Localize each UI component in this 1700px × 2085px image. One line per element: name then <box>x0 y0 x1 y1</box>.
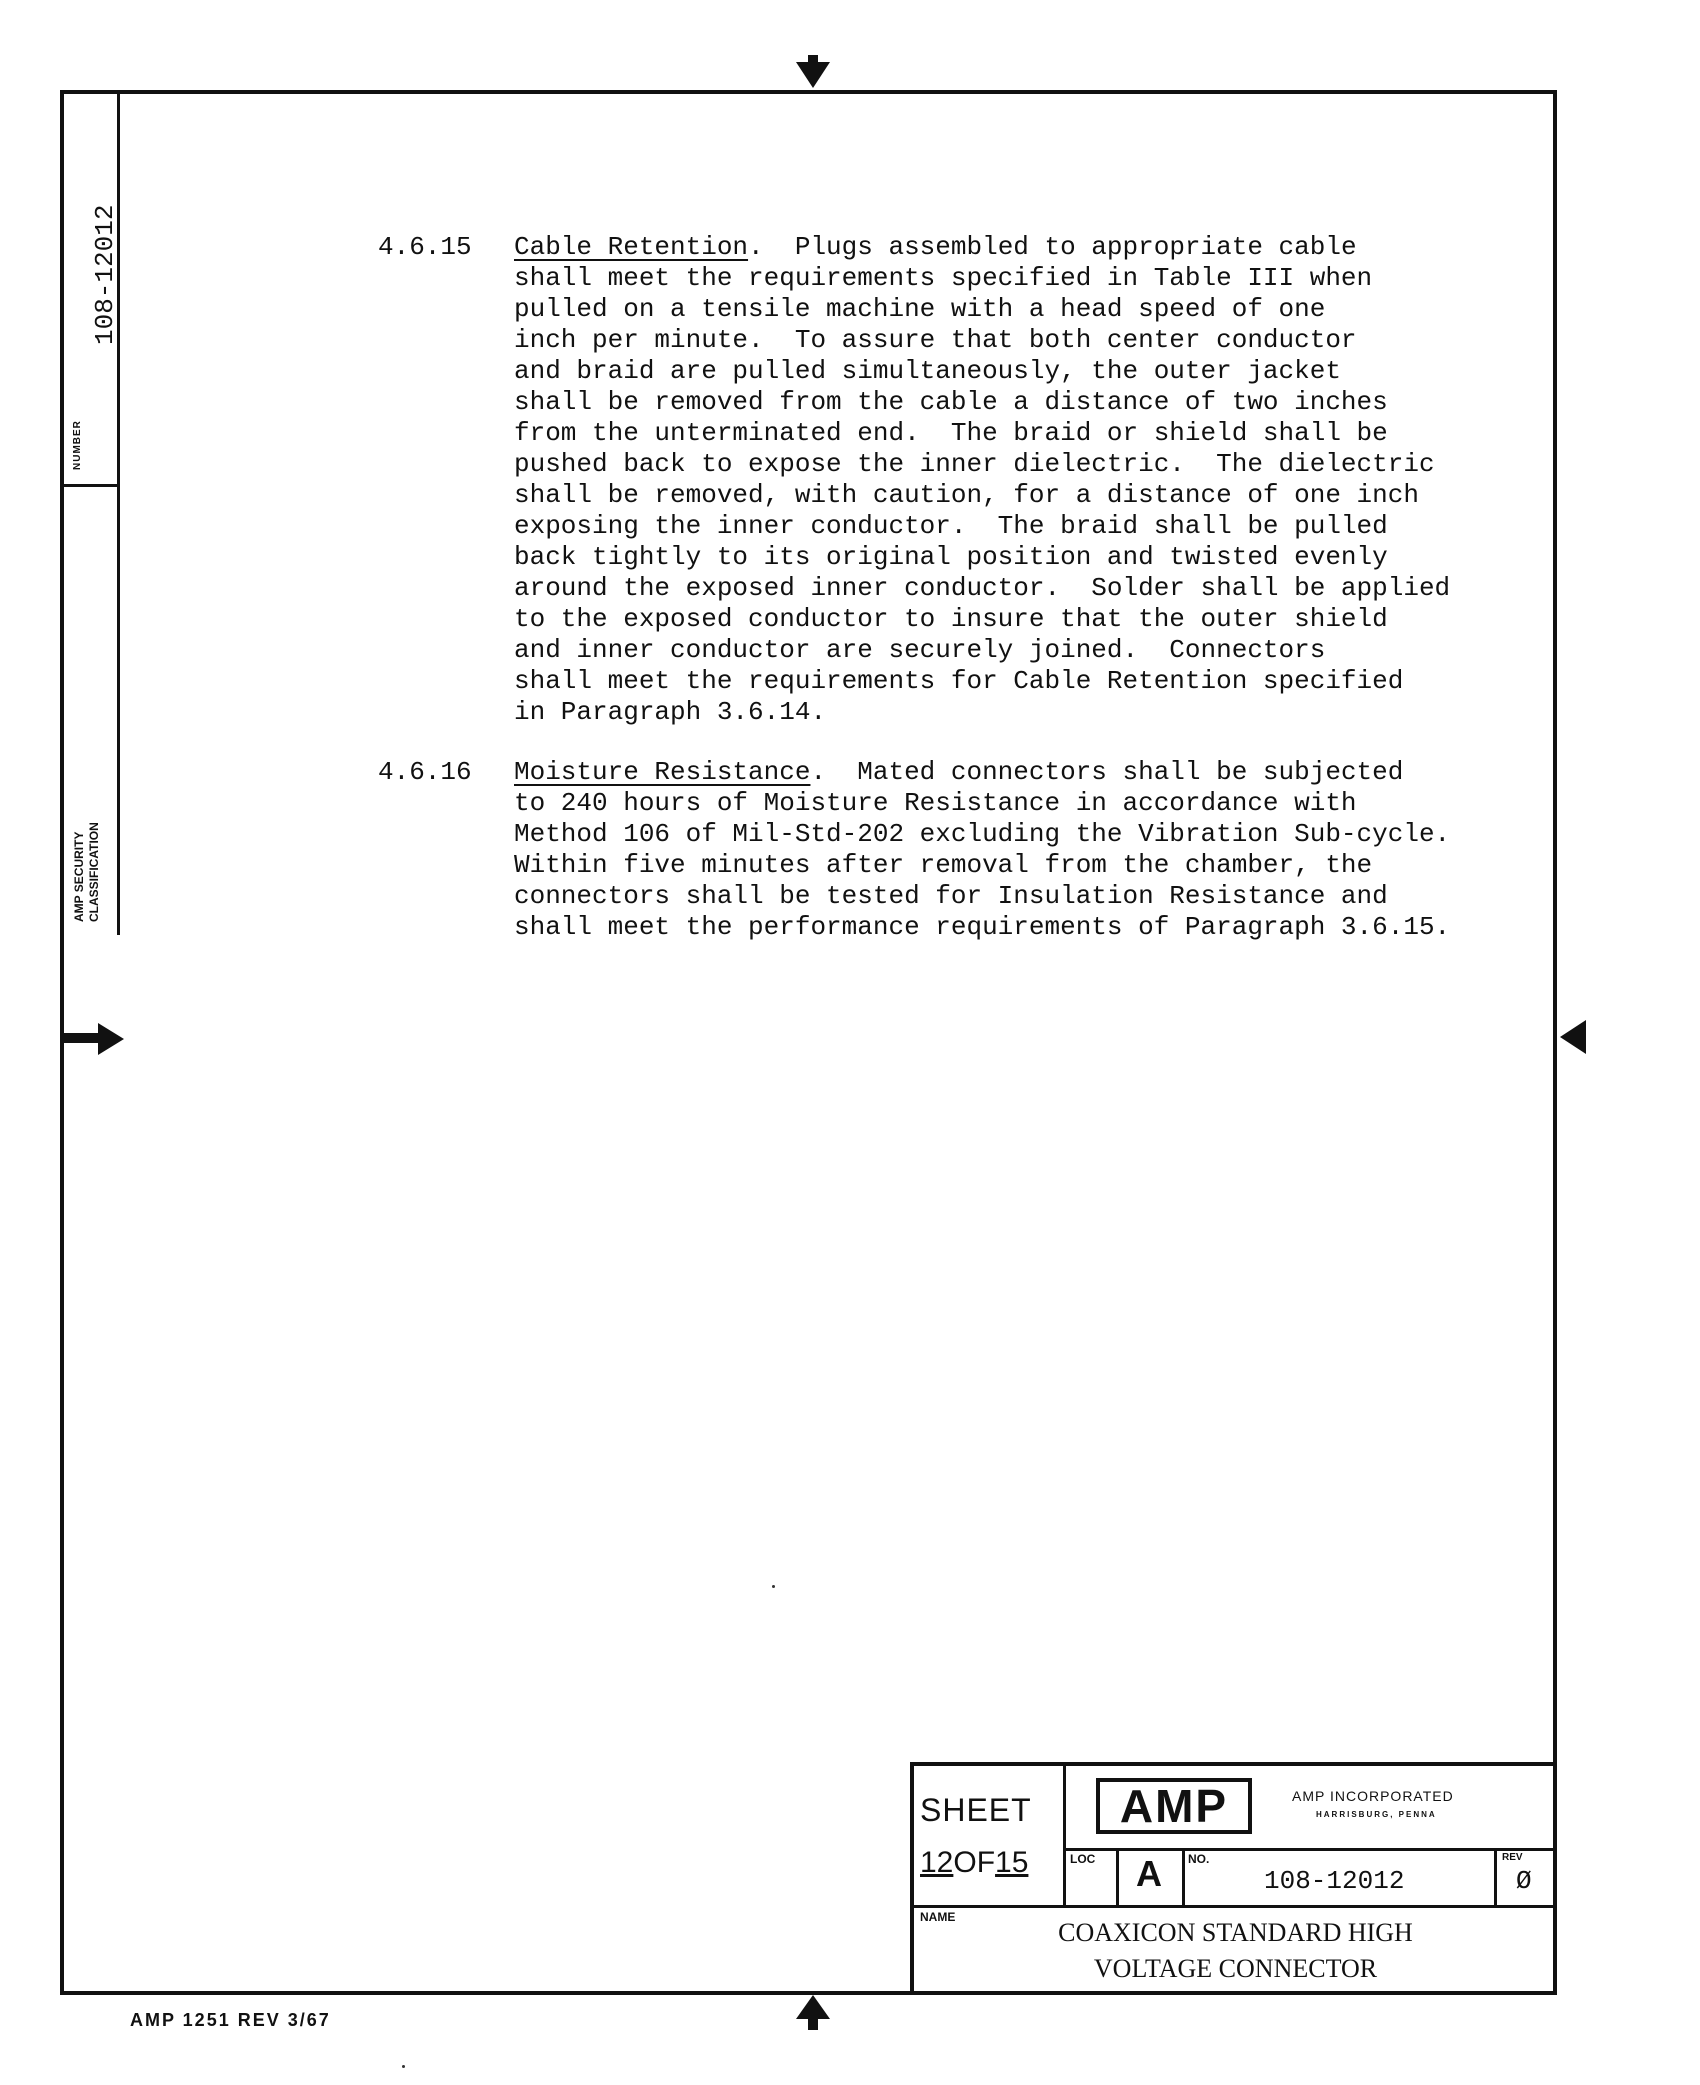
document-title-line-1: COAXICON STANDARD HIGH <box>1058 1918 1413 1947</box>
sheet-of: OF <box>953 1846 996 1879</box>
security-classification-label-2: CLASSIFICATION <box>87 822 101 922</box>
company-location: HARRISBURG, PENNA <box>1316 1810 1437 1819</box>
name-label: NAME <box>920 1910 956 1924</box>
sheet-count <box>920 1846 1028 1880</box>
rev-label: REV <box>1502 1852 1523 1863</box>
amp-logo <box>1096 1778 1252 1834</box>
revision-value: Ø <box>1516 1866 1532 1896</box>
top-center-arrow-icon <box>796 62 830 88</box>
paragraph-body: Cable Retention. Plugs assembled to appropriate cable shall meet the requirements specified in Table III when pulled on a tensile machine with a head speed of one inch per minute. To assure that both center conductor and braid are pulled simultaneously, the outer jacket shall be removed from the cable a distance of two inches from the unterminated end. The braid or shield shall be pushed back to expose the inner dielectric. The dielectric shall be removed, with caution, for a distance of one inch exposing the inner conductor. The braid shall be pulled back tightly to its original position and twisted evenly around the exposed inner conductor. Solder shall be applied to the exposed conductor to insure that the outer shield and inner conductor are securely joined. Connectors shall meet the requirements for Cable Retention specified in Paragraph 3.6.14. <box>514 232 1451 727</box>
sheet-current: 12 <box>920 1846 954 1879</box>
loc-label: LOC <box>1070 1852 1096 1866</box>
amp-logo-text: AMP <box>1119 1780 1229 1832</box>
sheet-total: 15 <box>995 1846 1029 1879</box>
paragraph-heading: Cable Retention <box>514 232 749 262</box>
paragraph-heading: Moisture Resistance <box>514 757 811 787</box>
document-title-line-2: VOLTAGE CONNECTOR <box>1093 1954 1378 1983</box>
title-block <box>910 1762 1557 1995</box>
bottom-arrow-stem <box>808 2018 818 2030</box>
sheet-label: SHEET <box>920 1792 1032 1828</box>
top-arrow-stem <box>808 55 818 65</box>
form-code: AMP 1251 REV 3/67 <box>130 2010 331 2030</box>
security-classification-label-1: AMP SECURITY <box>72 831 86 922</box>
paragraph-number: 4.6.15 <box>378 232 472 262</box>
side-document-number: 108-12012 <box>90 204 120 345</box>
speck <box>402 2065 405 2068</box>
right-middle-arrow-icon <box>1560 1020 1586 1054</box>
bottom-center-arrow-icon <box>796 1995 830 2019</box>
left-middle-arrow-icon <box>98 1023 124 1055</box>
paragraph-number: 4.6.16 <box>378 757 472 787</box>
no-label: NO. <box>1188 1852 1210 1866</box>
speck <box>772 1585 775 1588</box>
left-arrow-stem <box>62 1033 100 1043</box>
document-number: 108-12012 <box>1264 1866 1405 1896</box>
number-label: NUMBER <box>72 420 83 470</box>
side-column-divider <box>60 484 120 487</box>
loc-value: A <box>1136 1853 1162 1894</box>
company-name: AMP INCORPORATED <box>1292 1788 1454 1804</box>
paragraph-body: Moisture Resistance. Mated connectors shall be subjected to 240 hours of Moisture Resistance in accordance with Method 106 of Mil-Std-202 excluding the Vibration Sub-cycle. Within five minutes after removal from the chamber, the connectors shall be tested for Insulation Resistance and shall meet the performance requirements of Paragraph 3.6.15. <box>514 757 1451 942</box>
